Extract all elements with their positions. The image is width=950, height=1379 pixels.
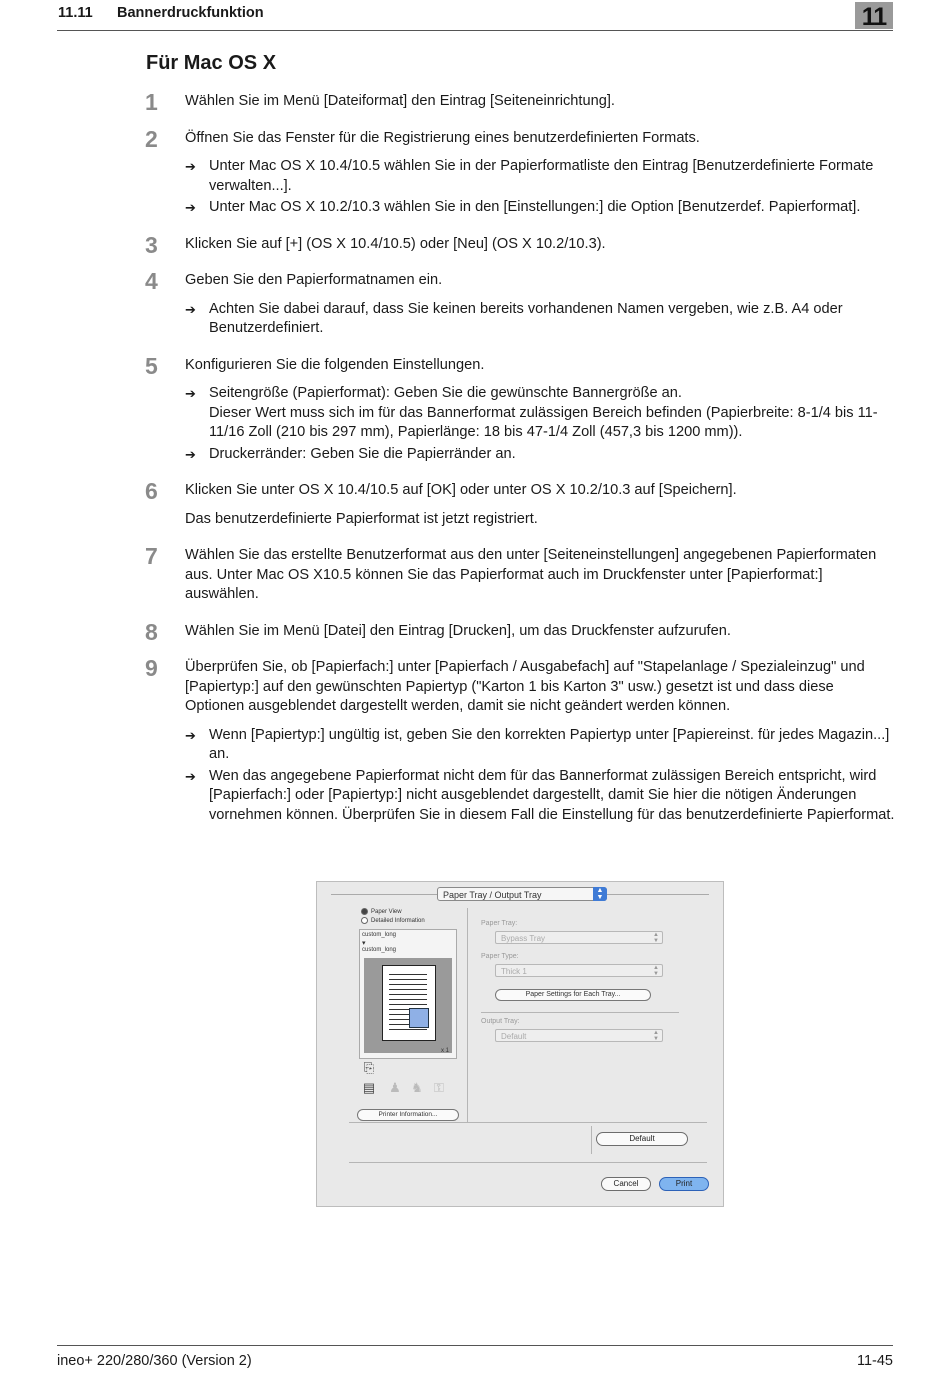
- page-header: [57, 0, 893, 31]
- arrow-right-icon: ➔: [185, 301, 196, 317]
- product-name: ineo+ 220/280/360 (Version 2): [57, 1353, 252, 1369]
- paper-type-select[interactable]: Thick 1 ▲ ▼: [495, 964, 663, 977]
- divider: [349, 1122, 707, 1123]
- arrow-right-icon: ➔: [185, 768, 196, 784]
- radio-dot-icon: [361, 917, 368, 924]
- copies-count: x 1: [441, 1048, 450, 1054]
- step-number: 7: [145, 543, 158, 569]
- arrow-right-icon: ➔: [185, 200, 196, 215]
- sub-list: [185, 157, 895, 218]
- arrow-right-icon: ➔: [185, 386, 196, 401]
- section-number: 11.11: [58, 5, 93, 21]
- sub-item: ➔ Druckerränder: Geben Sie die Papierränder an.: [185, 445, 895, 465]
- cancel-button[interactable]: Cancel: [601, 1177, 651, 1191]
- step-7: [145, 543, 895, 605]
- divider: [349, 1162, 707, 1163]
- step-8: [145, 618, 895, 645]
- divider: [481, 1012, 679, 1013]
- output-icon[interactable]: ⎘: [363, 1060, 375, 1075]
- step-number: 5: [145, 352, 158, 379]
- page-title: Für Mac OS X: [146, 52, 277, 74]
- page-number: 11-45: [856, 1353, 893, 1369]
- sub-item: ➔ Wen das angegebene Papierformat nicht dem für das Bannerformat zulässigen Bereich entspricht, wird [Papierfach:] oder [Papiertyp:] nicht ausgeblendet dargestellt, damit Sie hier die nötigen Änderungen vornehmen können. Überprüfen Sie in diesem Fall die Einstellung für das benutzerdefinierte Papierformat.: [185, 767, 895, 823]
- output-tray-select[interactable]: Default ▲ ▼: [495, 1029, 663, 1042]
- step-3: [145, 231, 895, 258]
- paper-type-label: Paper Type:: [481, 953, 519, 960]
- step-text: Wählen Sie im Menü [Datei] den Eintrag [Drucken], um das Druckfenster aufzurufen.: [185, 622, 731, 639]
- step-number: 3: [145, 231, 158, 258]
- step-text: Klicken Sie unter OS X 10.4/10.5 auf [OK] oder unter OS X 10.2/10.3 auf [Speichern].: [185, 482, 737, 498]
- sub-item: ➔ Unter Mac OS X 10.2/10.3 wählen Sie in den [Einstellungen:] die Option [Benutzerdef. Papierformat].: [185, 198, 895, 218]
- printer-icon[interactable]: ▤: [362, 1080, 376, 1095]
- chapter-number-badge: 11: [855, 2, 893, 29]
- paper-preview-pane: [359, 929, 457, 1059]
- paper-tray-label: Paper Tray:: [481, 920, 518, 927]
- step-text: Überprüfen Sie, ob [Papierfach:] unter [Papierfach / Ausgabefach] auf "Stapelanlage / Spezialeinzug" und [Papiertyp:] auf den gewünschten Papiertyp ("Karton 1 bis Karton 3" usw.) gesetzt ist und dass diese Optionen ausgeblendet dargestellt werden, damit sie nicht geändert werden können.: [185, 659, 865, 714]
- page-footer: [57, 1345, 893, 1369]
- sub-item: ➔ Unter Mac OS X 10.4/10.5 wählen Sie in der Papierformatliste den Eintrag [Benutzerdefinierte Formate verwalten...].: [185, 158, 874, 194]
- divider: [467, 908, 468, 1122]
- sub-item: ➔ Wenn [Papiertyp:] ungültig ist, geben Sie den korrekten Papiertyp unter [Papiereinst. für jedes Magazin...] an.: [185, 726, 890, 762]
- printer-information-button[interactable]: Printer Information...: [357, 1109, 459, 1121]
- section-title-header: Bannerdruckfunktion: [117, 5, 264, 21]
- step-9: [145, 655, 895, 825]
- sub-item: ➔ Seitengröße (Papierformat): Geben Sie die gewünschte Bannergröße an. Dieser Wert muss sich im für das Bannerformat zulässigen Bereich befinden (Papierbreite: 8-1/4 bis 11-11/16 Zoll (210 bis 297 mm), Papierlänge: 18 bis 47-1/4 Zoll (457,3 bis 1200 mm)).: [185, 385, 878, 440]
- step-4: [145, 268, 895, 339]
- preview-label: custom_long: [362, 932, 397, 938]
- updown-arrows-icon: ▲ ▼: [653, 965, 659, 977]
- step-number: 8: [145, 618, 158, 645]
- updown-arrows-icon: ▲ ▼: [653, 932, 659, 944]
- page-preview-icon: [382, 965, 436, 1041]
- step-text: Öffnen Sie das Fenster für die Registrierung eines benutzerdefinierten Formats.: [185, 129, 700, 146]
- output-tray-label: Output Tray:: [481, 1018, 520, 1025]
- step-text: Geben Sie den Papierformatnamen ein.: [185, 272, 443, 288]
- radio-dot-icon: [361, 908, 368, 915]
- preview-label: custom_long: [362, 947, 397, 953]
- default-button[interactable]: Default: [596, 1132, 688, 1146]
- lock-icon: ⚿: [434, 1080, 444, 1095]
- step-text: Klicken Sie auf [+] (OS X 10.4/10.5) oder [Neu] (OS X 10.2/10.3).: [185, 235, 606, 252]
- radio-detailed-information[interactable]: Detailed Information: [361, 917, 425, 925]
- step-2: [145, 125, 895, 218]
- user-auth-icon: ♟: [389, 1080, 401, 1095]
- chevron-down-icon: ▾: [362, 940, 366, 947]
- step-text: Wählen Sie im Menü [Dateiformat] den Eintrag [Seiteneinrichtung].: [185, 93, 615, 109]
- paper-settings-button[interactable]: Paper Settings for Each Tray...: [495, 989, 651, 1001]
- step-6: [145, 478, 895, 529]
- arrow-right-icon: ➔: [185, 446, 196, 462]
- account-track-icon: ♞: [411, 1080, 423, 1095]
- sub-list: [185, 726, 895, 826]
- step-number: 2: [145, 125, 158, 152]
- arrow-right-icon: ➔: [185, 727, 196, 743]
- arrow-right-icon: ➔: [185, 159, 196, 174]
- step-list: [145, 89, 895, 842]
- updown-arrows-icon: ▲ ▼: [653, 1030, 659, 1042]
- print-dialog-screenshot: [316, 881, 724, 1207]
- paper-preview: [364, 958, 452, 1053]
- radio-paper-view[interactable]: Paper View: [361, 908, 402, 916]
- step-number: 6: [145, 478, 158, 504]
- paper-tray-select[interactable]: Bypass Tray ▲ ▼: [495, 931, 663, 944]
- step-5: [145, 352, 895, 465]
- sub-item: ➔ Achten Sie dabei darauf, dass Sie keinen bereits vorhandenen Namen vergeben, wie z.B. A4 oder Benutzerdefiniert.: [185, 300, 843, 336]
- step-result: Das benutzerdefinierte Papierformat ist jetzt registriert.: [185, 510, 538, 527]
- sub-list: [185, 384, 895, 464]
- step-number: 9: [145, 655, 158, 681]
- divider: [591, 1126, 592, 1154]
- print-button[interactable]: Print: [659, 1177, 709, 1191]
- panel-select[interactable]: Paper Tray / Output Tray ▲ ▼: [437, 887, 607, 901]
- step-1: [145, 89, 895, 115]
- step-text: Konfigurieren Sie die folgenden Einstellungen.: [185, 356, 485, 373]
- step-number: 1: [145, 89, 158, 115]
- sub-list: [185, 300, 895, 339]
- updown-arrows-icon: ▲ ▼: [593, 887, 607, 901]
- step-text: Wählen Sie das erstellte Benutzerformat aus den unter [Seiteneinstellungen] angegebenen Papierformaten aus. Unter Mac OS X10.5 können Sie das Papierformat auch im Druckfenster unter [Papierformat:] auswählen.: [185, 547, 877, 602]
- step-number: 4: [145, 268, 158, 294]
